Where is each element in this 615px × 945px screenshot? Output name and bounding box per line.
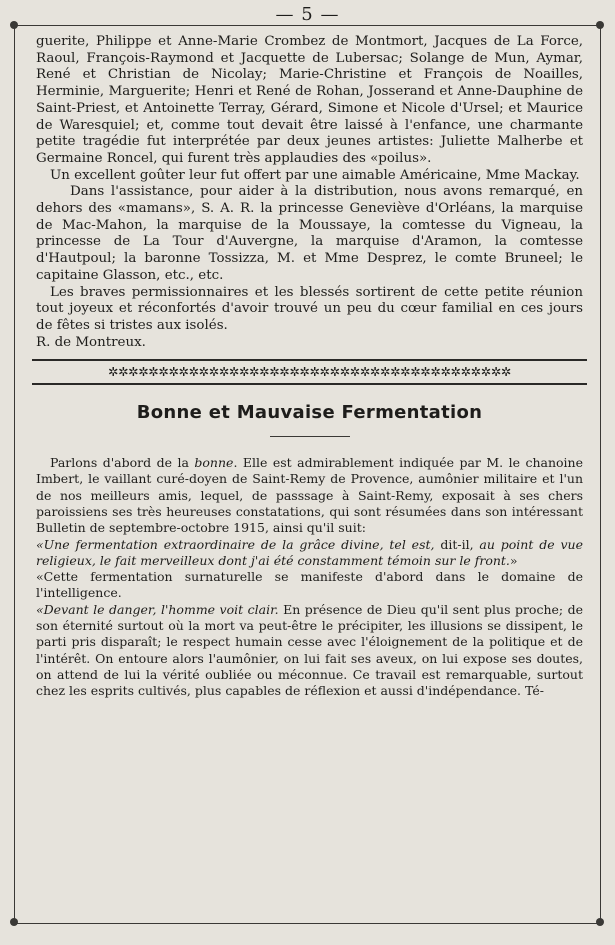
paragraph: «Cette fermentation surnaturelle se manifeste d'abord dans le domaine de l'intelligence. bbox=[36, 569, 583, 601]
article bbox=[36, 402, 584, 699]
paragraph: «Devant le danger, l'homme voit clair. En présence de Dieu qu'il sent plus proche; de son éternité surtout où la mort va peut-être le précipiter, les illusions se dissipent, le parti pris disparaît; le respect humain cesse avec l'éloignement de la politique et de l'intérêt. On entoure alors l'aumônier, on lui fait ses aveux, on lui expose ses doutes, on attend de lui la vérité oubliée ou méconnue. Ce travail est remarquable, surtout chez les esprits cultivés, plus capables de réflexion et aussi d'indépendance. Té- bbox=[36, 601, 583, 699]
author-signature: R. de Montreux. bbox=[36, 334, 146, 350]
paragraph: Parlons d'abord de la bonne. Elle est admirablement indiquée par M. le chanoine Imbert, le vaillant curé-doyen de Saint-Remy de Provence, aumônier militaire et l'un de nos meilleurs amis, lequel, de passsage à Saint-Remy, exposait à ses chers paroissiens ses très heureuses constatations, qui sont résumées dans son intéressant Bulletin de septembre-octobre 1915, ainsi qu'il suit: bbox=[36, 455, 584, 536]
page-content bbox=[36, 34, 583, 700]
border-ornament bbox=[596, 21, 604, 29]
border-ornament bbox=[10, 918, 18, 926]
article-continued bbox=[36, 34, 583, 351]
paragraph: Dans l'assistance, pour aider à la distribution, nous avons remarqué, en dehors des «mamans», S. A. R. la princesse Geneviève d'Orléans, la marquise de Mac-Mahon, la marquise de la Moussaye, la comtesse du Vigneau, la princesse de La Tour d'Auvergne, la marquise d'Aramon, la comtesse d'Hautpoul; la baronne Tossizza, M. et Mme Desprez, le comte Bruneel; le capitaine Glasson, etc., etc. bbox=[36, 184, 583, 283]
border-ornament bbox=[596, 918, 604, 926]
star-separator: ✲✲✲✲✲✲✲✲✲✲✲✲✲✲✲✲✲✲✲✲✲✲✲✲✲✲✲✲✲✲✲✲✲✲✲✲✲✲✲✲ bbox=[32, 359, 587, 385]
emphasis: bonne bbox=[194, 455, 234, 471]
quote: «Une fermentation extraordinaire de la grâce divine, tel est, bbox=[36, 536, 435, 552]
paragraph: Un excellent goûter leur fut offert par une aimable Américaine, Mme Mackay. bbox=[50, 167, 580, 183]
title-rule bbox=[270, 436, 350, 437]
page-number: — 5 — bbox=[275, 4, 340, 25]
article-title: Bonne et Mauvaise Fermentation bbox=[136, 402, 483, 424]
border-ornament bbox=[10, 21, 18, 29]
emphasis: «Devant le danger, l'homme voit clair. bbox=[36, 601, 279, 617]
paragraph: guerite, Philippe et Anne-Marie Crombez de Montmort, Jacques de La Force, Raoul, François-Raymond et Jacquette de Lubersac; Solange de Mun, Aymar, René et Christian de Nicolay; Marie-Christine et François de Noailles, Herminie, Marguerite; Henri et René de Rohan, Josserand et Anne-Dauphine de Saint-Priest, et Antoinette Terray, Gérard, Simone et Nicole d'Ursel; et Maurice de Waresquiel; et, comme tout devait être laissé à l'enfance, une charmante petite tragédie fut interprétée par deux jeunes artistes: Juliette Malherbe et Germaine Roncel, qui furent très applaudies des «poilus». bbox=[36, 34, 583, 166]
quote-paragraph: «Une fermentation extraordinaire de la grâce divine, tel est, dit-il, au point de vue religieux, le fait merveilleux dont j'ai été constamment témoin sur le front.» bbox=[36, 536, 583, 568]
paragraph: Les braves permissionnaires et les blessés sortirent de cette petite réunion tout joyeux et réconfortés d'avoir trouvé un peu du cœur familial en ces jours de fêtes si tristes aux isolés. bbox=[36, 284, 583, 333]
quote: au point de vue religieux, le fait merveilleux dont j'ai été constamment témoin sur le front. bbox=[36, 536, 583, 568]
